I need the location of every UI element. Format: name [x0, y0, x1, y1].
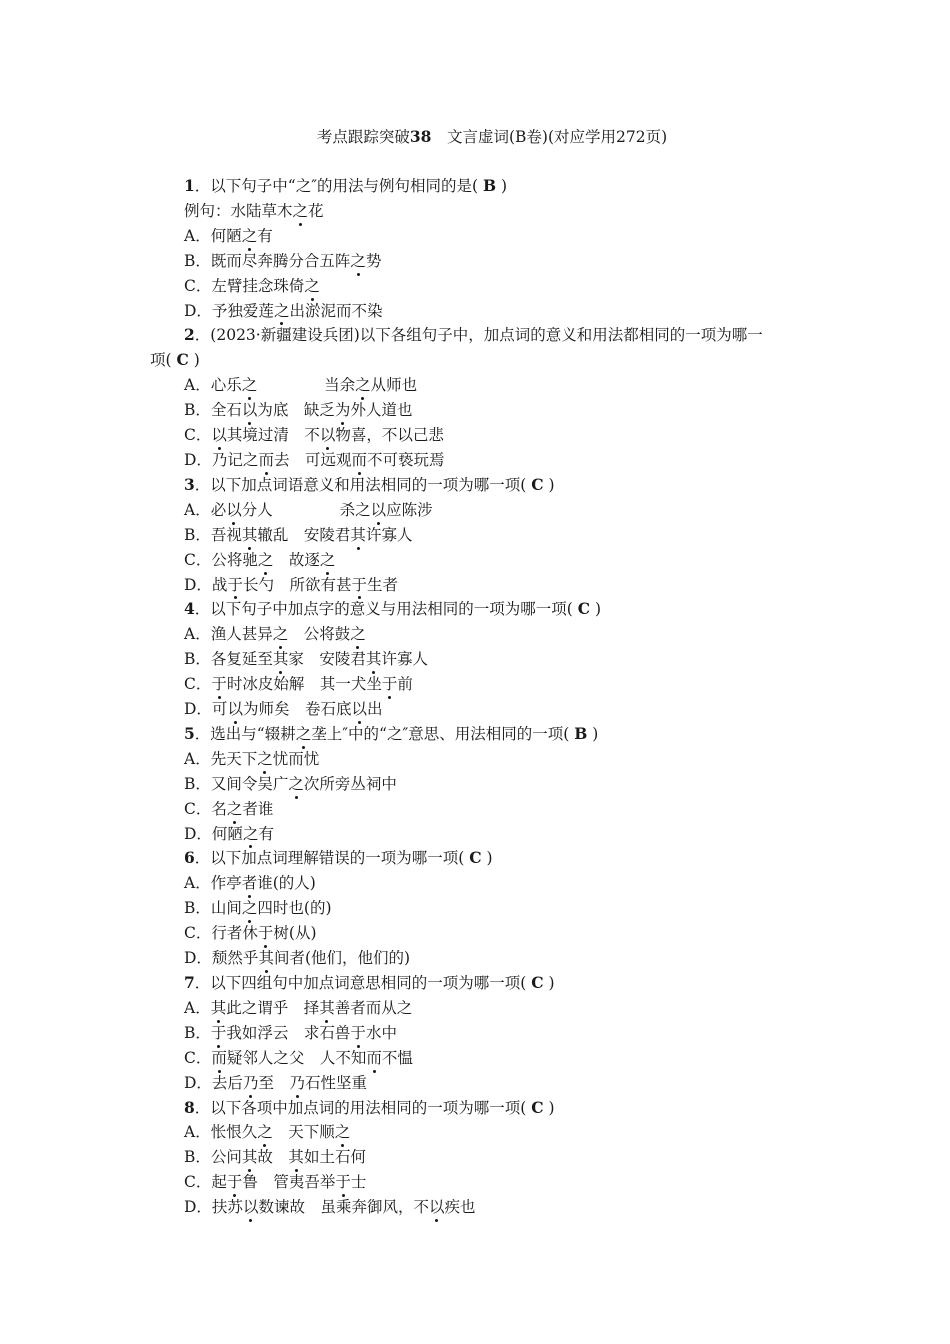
text-segment: ．以下四组句中加点词意思相同的一项为哪一项( — [194, 974, 532, 992]
dotted-keyword: 于 — [211, 672, 227, 697]
text-segment: 数谏故 虽乘奔御风，不 — [258, 1198, 429, 1217]
text-segment: 者谁 — [242, 799, 274, 818]
question-number: 7 — [184, 973, 195, 992]
question-stem — [150, 473, 810, 498]
option-line — [150, 1046, 810, 1071]
option-line — [150, 896, 810, 921]
text-segment: B．全石 — [184, 401, 242, 420]
text-segment: B．吾视 — [184, 525, 242, 544]
option-line — [150, 373, 810, 398]
text-segment: ) — [543, 475, 555, 494]
text-segment: ) — [496, 177, 508, 195]
option-line — [150, 224, 810, 249]
text-segment: ．以下加点词语意义和用法相同的一项为哪一项( — [194, 475, 532, 494]
dotted-keyword: 于 — [382, 672, 398, 697]
dotted-keyword: 其 — [273, 647, 289, 672]
text-segment: 长勺 所欲有甚 — [242, 575, 352, 594]
option-line — [150, 299, 810, 324]
question-stem — [150, 1096, 810, 1121]
text-segment: ．(2023·新疆建设兵团)以下各组句子中，加点词的意义和用法都相同的一项为哪一 — [194, 326, 763, 345]
option-line — [150, 871, 810, 896]
option-line — [150, 772, 810, 797]
option-line — [150, 996, 810, 1021]
text-segment: B． — [184, 1023, 211, 1042]
option-line — [150, 523, 810, 548]
text-segment: D．可 — [184, 700, 228, 719]
text-segment: 去 可远观 — [273, 450, 352, 469]
option-line — [150, 498, 810, 523]
text-segment: D．何陋 — [184, 824, 243, 843]
option-line — [150, 822, 810, 847]
dotted-keyword: 于 — [350, 1021, 366, 1046]
text-segment: 如土石何 — [303, 1148, 366, 1167]
text-segment: D．去后 — [184, 1073, 243, 1092]
question-stem — [150, 174, 810, 199]
text-segment: D．乃记之 — [184, 450, 259, 469]
dotted-keyword: 之 — [242, 373, 258, 398]
text-segment: 物喜，不以己悲 — [335, 426, 444, 445]
text-segment: 次所旁丛祠中 — [303, 774, 397, 793]
option-line — [150, 1021, 810, 1046]
dotted-keyword: 其 — [258, 946, 274, 971]
dotted-keyword: 于 — [211, 1021, 227, 1046]
text-segment: C． — [184, 675, 212, 694]
text-segment: D．颓然乎 — [184, 949, 259, 968]
dotted-keyword: 而 — [258, 448, 274, 473]
text-segment: 公将鼓 — [288, 625, 351, 644]
text-segment: 分人 杀之 — [241, 500, 371, 519]
text-segment: ) — [481, 849, 493, 868]
text-segment: ) — [587, 724, 599, 743]
dotted-keyword: 之 — [227, 797, 243, 822]
text-segment: ) — [188, 351, 200, 370]
text-segment: 善者而从之 — [334, 998, 413, 1017]
option-line — [150, 1145, 810, 1170]
dotted-keyword: 之 — [288, 772, 304, 797]
dotted-keyword: 以 — [242, 398, 258, 423]
text-segment: A．心乐 — [184, 376, 242, 395]
text-segment: 石性坚重 — [304, 1073, 367, 1092]
title-number: 38 — [409, 127, 432, 146]
text-segment: 四时也(的) — [257, 899, 332, 918]
text-segment: 应陈涉 — [386, 500, 433, 519]
text-segment: A．先天下 — [184, 749, 258, 768]
text-segment: 出 — [366, 700, 383, 719]
dotted-keyword: 以 — [371, 498, 387, 523]
dotted-keyword: 之 — [242, 224, 258, 249]
dotted-keyword: 其 — [211, 996, 227, 1021]
option-line — [150, 921, 810, 946]
dotted-keyword: 于 — [227, 573, 243, 598]
text-segment: A． — [184, 998, 211, 1017]
question-number: 4 — [184, 599, 195, 619]
text-segment: 前 — [397, 675, 413, 694]
text-segment: 其境过清 不 — [226, 426, 320, 445]
dotted-keyword: 其 — [319, 996, 335, 1021]
text-segment: D．战 — [184, 575, 228, 594]
dotted-keyword: 之 — [242, 896, 258, 921]
text-segment: 士 — [350, 1173, 367, 1192]
dotted-keyword: 于 — [351, 573, 367, 598]
dotted-keyword: 乃 — [289, 1071, 305, 1096]
dotted-keyword: 其 — [288, 1145, 304, 1170]
option-line — [150, 1071, 810, 1096]
text-segment: 不愠 — [381, 1048, 413, 1067]
text-segment: 间者(他们，他们的) — [273, 949, 411, 968]
text-segment: 疾也 — [444, 1198, 476, 1217]
option-line — [150, 274, 810, 299]
option-line — [150, 697, 810, 722]
dotted-keyword: 以 — [227, 697, 243, 722]
text-segment: B．公问 — [184, 1148, 242, 1167]
text-segment: 从师也 — [370, 376, 418, 395]
text-segment: B．既而尽奔腾分合五阵 — [184, 251, 351, 270]
dotted-keyword: 其 — [366, 647, 382, 672]
text-segment: 项( — [150, 351, 177, 370]
text-segment: C．公将驰 — [184, 550, 258, 569]
text-segment: B．山间 — [184, 899, 242, 918]
answer-letter: C — [531, 973, 544, 992]
option-line — [150, 573, 810, 598]
text-segment: D．予独爱莲 — [184, 301, 274, 320]
text-segment: 天下顺 — [272, 1123, 335, 1142]
text-segment: 外人道也 — [350, 401, 413, 420]
text-segment: ．选出与“辍耕 — [194, 724, 296, 743]
text-segment: A．必 — [184, 500, 227, 519]
question-stem — [150, 323, 810, 348]
text-segment: ．以下加点词理解错误的一项为哪一项( — [194, 849, 470, 868]
text-segment: 我如浮云 求石兽 — [226, 1023, 351, 1042]
option-line — [150, 199, 810, 224]
text-segment: 许寡人 — [365, 525, 413, 544]
dotted-keyword: 而 — [351, 448, 367, 473]
page-title — [0, 126, 950, 148]
text-segment: 时冰皮始解 其一犬坐 — [226, 675, 382, 694]
text-segment: A．渔人甚异 — [184, 625, 273, 644]
dotted-keyword: 之 — [258, 548, 274, 573]
question-number: 5 — [184, 723, 195, 743]
text-segment: C．行者休 — [184, 924, 258, 943]
option-line — [150, 249, 810, 274]
text-segment: 许寡人 — [381, 650, 428, 669]
option-line — [150, 1170, 810, 1195]
dotted-keyword: 于 — [335, 1170, 351, 1195]
text-segment: 当余 — [257, 376, 356, 395]
dotted-keyword: 之 — [274, 299, 290, 324]
text-segment: ．以下句子中加点字的意义与用法相同的一项为哪一项( — [194, 600, 578, 619]
dotted-keyword: 其 — [242, 523, 258, 548]
text-segment: 忧而忧 — [272, 749, 320, 768]
text-segment: C．名 — [184, 799, 227, 818]
text-segment: 有 — [258, 824, 274, 843]
dotted-keyword: 以 — [429, 1195, 445, 1220]
text-segment: C．左臂挂念珠倚 — [184, 276, 305, 295]
option-line — [150, 797, 810, 822]
dotted-keyword: 于 — [258, 921, 274, 946]
text-segment: 至 — [258, 1073, 290, 1092]
option-line — [150, 1195, 810, 1220]
option-line — [150, 672, 810, 697]
question-number: 8 — [184, 1097, 195, 1117]
answer-letter: C — [577, 599, 591, 619]
answer-letter: C — [531, 474, 544, 494]
dotted-keyword: 之 — [335, 1120, 351, 1145]
text-segment: C． — [184, 1048, 212, 1067]
dotted-keyword: 之 — [293, 199, 309, 224]
dotted-keyword: 以 — [320, 423, 336, 448]
text-segment: ．以下句子中“之″的用法与例句相同的是( — [194, 177, 483, 195]
dotted-keyword: 以 — [351, 697, 367, 722]
text-segment: B．又间令吴广 — [184, 774, 289, 793]
text-segment: ．以下各项中加点词的用法相同的一项为哪一项( — [194, 1098, 532, 1117]
option-line — [150, 946, 810, 971]
text-segment: 鲁 管夷吾举 — [242, 1173, 336, 1192]
question-stem — [150, 597, 810, 622]
question-number: 3 — [184, 474, 195, 494]
dotted-keyword: 而 — [366, 1046, 382, 1071]
option-line — [150, 622, 810, 647]
text-segment: C． — [184, 426, 212, 445]
answer-letter: C — [176, 350, 189, 370]
text-segment: 此之谓乎 择 — [226, 998, 320, 1017]
text-segment: 水中 — [365, 1023, 397, 1042]
dotted-keyword: 之 — [350, 622, 366, 647]
text-segment: 势 — [365, 251, 382, 270]
text-segment: 故逐 — [273, 550, 320, 569]
dotted-keyword: 之 — [350, 249, 366, 274]
text-segment: ) — [543, 1098, 555, 1117]
text-segment: 不可亵玩焉 — [366, 450, 445, 469]
text-segment: 为师矣 卷石底 — [242, 700, 352, 719]
dotted-keyword: 之 — [273, 622, 289, 647]
dotted-keyword: 于 — [227, 1170, 243, 1195]
option-line — [150, 548, 810, 573]
answer-letter: C — [531, 1097, 544, 1117]
text-segment: 辙乱 安陵君 — [257, 525, 351, 544]
text-segment: 生者 — [366, 575, 398, 594]
text-segment: 谁(的人) — [257, 874, 316, 893]
dotted-keyword: 之 — [355, 373, 371, 398]
text-segment: 出淤泥而不染 — [289, 301, 383, 320]
title-prefix: 考点跟踪突破 — [316, 128, 410, 146]
dotted-keyword: 以 — [243, 1195, 259, 1220]
dotted-keyword: 者 — [242, 871, 258, 896]
text-segment: B．各复延至 — [184, 650, 273, 669]
dotted-keyword: 其 — [350, 523, 366, 548]
question-number: 1 — [184, 176, 195, 195]
question-number: 6 — [184, 848, 195, 868]
text-segment: C．起 — [184, 1173, 227, 1192]
dotted-keyword: 之 — [320, 548, 336, 573]
question-list — [150, 174, 810, 1220]
title-suffix: 文言虚词(B卷)(对应学用272页) — [431, 128, 668, 146]
text-segment: 树(从) — [273, 924, 317, 943]
text-segment: 有 — [257, 226, 273, 245]
answer-letter: B — [483, 176, 497, 195]
dotted-keyword: 以 — [211, 423, 227, 448]
option-line — [150, 747, 810, 772]
option-line — [150, 647, 810, 672]
option-line — [150, 448, 810, 473]
text-segment: 花 — [308, 201, 324, 220]
text-segment: D．扶苏 — [184, 1198, 243, 1217]
text-segment: A．怅恨久 — [184, 1123, 258, 1142]
option-line — [150, 398, 810, 423]
dotted-keyword: 之 — [243, 822, 259, 847]
question-stem — [150, 846, 810, 871]
dotted-keyword: 之 — [257, 747, 273, 772]
dotted-keyword: 其 — [242, 1145, 258, 1170]
text-segment: ) — [590, 600, 602, 619]
dotted-keyword: 之 — [257, 1120, 273, 1145]
text-segment: A．何陋 — [184, 226, 242, 245]
text-segment: 疑邻人之父 人不知 — [226, 1048, 367, 1067]
option-line — [150, 423, 810, 448]
dotted-keyword: 为 — [335, 398, 351, 423]
answer-letter: B — [574, 723, 588, 743]
text-segment: 例句：水陆草木 — [184, 201, 293, 220]
question-stem-continued — [150, 348, 810, 373]
dotted-keyword: 而 — [211, 1046, 227, 1071]
text-segment: 为底 缺乏 — [257, 401, 335, 420]
dotted-keyword: 乃 — [243, 1071, 259, 1096]
dotted-keyword: 之 — [296, 722, 312, 747]
text-segment: 垄上″中的“之″意思、用法相同的一项( — [311, 724, 575, 743]
text-segment: ) — [543, 974, 555, 992]
dotted-keyword: 以 — [226, 498, 242, 523]
text-segment: 家 安陵君 — [288, 650, 366, 669]
question-number: 2 — [184, 325, 195, 345]
text-segment: A．作亭 — [184, 874, 242, 893]
answer-letter: C — [469, 848, 482, 868]
question-stem — [150, 971, 810, 996]
dotted-keyword: 之 — [304, 274, 320, 299]
question-stem — [150, 722, 810, 747]
text-segment: 故 — [257, 1148, 289, 1167]
option-line — [150, 1120, 810, 1145]
